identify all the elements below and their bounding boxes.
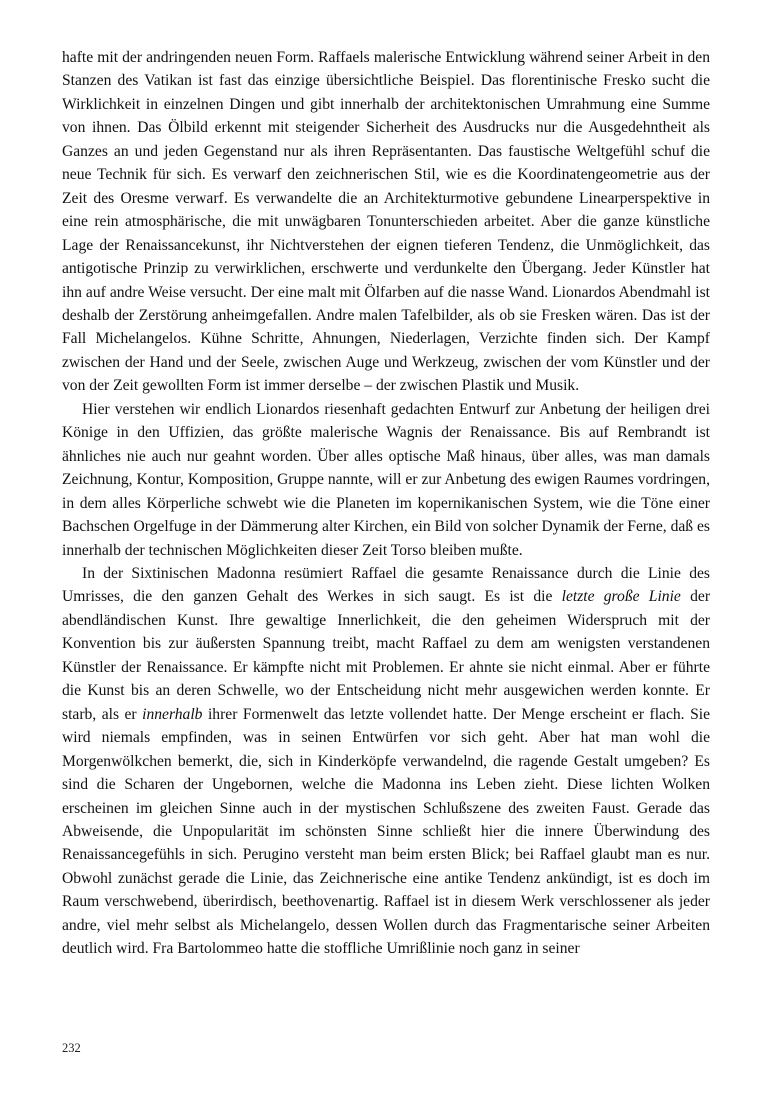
page-number: 232	[62, 1041, 81, 1055]
paragraph-text: hafte mit der andringenden neuen Form. Raffaels malerische Entwicklung während seiner Arbeit in den Stanzen des Vatikan ist fast das einzige übersichtliche Beispiel. Das florentinische Fresko sucht die Wirklichkeit in einzelnen Dingen und gibt innerhalb der architektonischen Umrahmung eine Summe von ihnen. Das Ölbild erkennt mit steigender Sicherheit des Ausdrucks nur die Ausgedehntheit als Ganzes an und jeden Gegenstand nur als ihren Repräsentanten. Das faustische Weltgefühl schuf die neue Technik für sich. Es verwarf den zeichnerischen Stil, wie es die Koordinatengeometrie aus der Zeit des Oresme verwarf. Es verwandelte die an Architekturmotive gebundene Linearperspektive in eine rein atmosphärische, die mit unwägbaren Tonunterschieden arbeitet. Aber die ganze künstliche Lage der Renaissancekunst, ihr Nichtverstehen der eignen tieferen Tendenz, die Unmöglichkeit, das antigotische Prinzip zu verwirklichen, erschwerte und verdunkelte den Übergang. Jeder Künstler hat ihn auf andre Weise versucht. Der eine malt mit Ölfarben auf die nasse Wand. Lionardos Abendmahl ist deshalb der Zerstörung anheimgefallen. Andre malen Tafelbilder, als ob sie Fresken wären. Das ist der Fall Michelangelos. Kühne Schritte, Ahnungen, Niederlagen, Verzichte finden sich. Der Kampf zwischen der Hand und der Seele, zwischen Auge und Werkzeug, zwischen der vom Künstler und der von der Zeit gewollten Form ist immer derselbe – der zwischen Plastik und Musik.	[62, 49, 710, 395]
paragraph-text: der abendländischen Kunst. Ihre gewaltige Innerlichkeit, die den geheimen Widerspruch mit der Konvention bis zur äußersten Spannung treibt, macht Raffael zu dem am wenigsten verstandenen Künstler der Renaissance. Er kämpfte nicht mit Problemen. Er ahnte sie nicht einmal. Aber er führte die Kunst bis an deren Schwelle, wo der Entscheidung nicht mehr ausgewichen werden konnte. Er starb, als er	[62, 588, 711, 723]
emphasized-text: letzte große Linie	[561, 588, 681, 606]
paragraph-text: ihrer Formenwelt das letzte vollendet hatte. Der Menge erscheint er flach. Sie wird niemals empfinden, was in seinen Entwürfen vor sich geht. Aber hat man wohl die Morgenwölkchen bemerkt, die, sich in Kinderköpfe verwandelnd, die ragende Gestalt umgeben? Es sind die Scharen der Ungebornen, welche die Madonna ins Leben zieht. Diese lichten Wolken erscheinen im gleichen Sinne auch in der mystischen Schlußszene des zweiten Faust. Gerade das Abweisende, die Unpopularität im schönsten Sinne schließt hier die innere Überwindung des Renaissancegefühls in sich. Perugino versteht man beim ersten Blick; bei Raffael glaubt man es nur. Obwohl zunächst gerade die Linie, das Zeichnerische eine antike Tendenz ankündigt, ist es doch im Raum verschwebend, überirdisch, beethovenartig. Raffael ist in diesem Werk verschlossener als jeder andre, viel mehr selbst als Michelangelo, dessen Wollen durch das Fragmentarische seiner Arbeiten deutlich wird. Fra Bartolommeo hatte die stoffliche Umrißlinie noch ganz in seiner	[62, 705, 711, 958]
paragraph	[62, 562, 710, 961]
paragraph	[62, 46, 710, 398]
paragraph	[62, 398, 710, 562]
paragraph-text: Hier verstehen wir endlich Lionardos riesenhaft gedachten Entwurf zur Anbetung der heiligen drei Könige in den Uffizien, das größte malerische Wagnis der Renaissance. Bis auf Rembrandt ist ähnliches nie auch nur geahnt worden. Über alles optische Maß hinaus, über alles, was man damals Zeichnung, Kontur, Komposition, Gruppe nannte, will er zur Anbetung des ewigen Raumes vordringen, in dem alles Körperliche schwebt wie die Planeten im kopernikanischen System, wie die Töne einer Bachschen Orgelfuge in der Dämmerung alter Kirchen, ein Bild von solcher Dynamik der Ferne, daß es innerhalb der technischen Möglichkeiten dieser Zeit Torso bleiben mußte.	[62, 400, 710, 559]
paragraph-text: In der Sixtinischen Madonna resümiert Raffael die gesamte Renaissance durch die Linie des Umrisses, die den ganzen Gehalt des Werkes in sich saugt. Es ist die	[62, 564, 710, 606]
body-text	[62, 46, 710, 961]
emphasized-text: innerhalb	[142, 705, 203, 723]
